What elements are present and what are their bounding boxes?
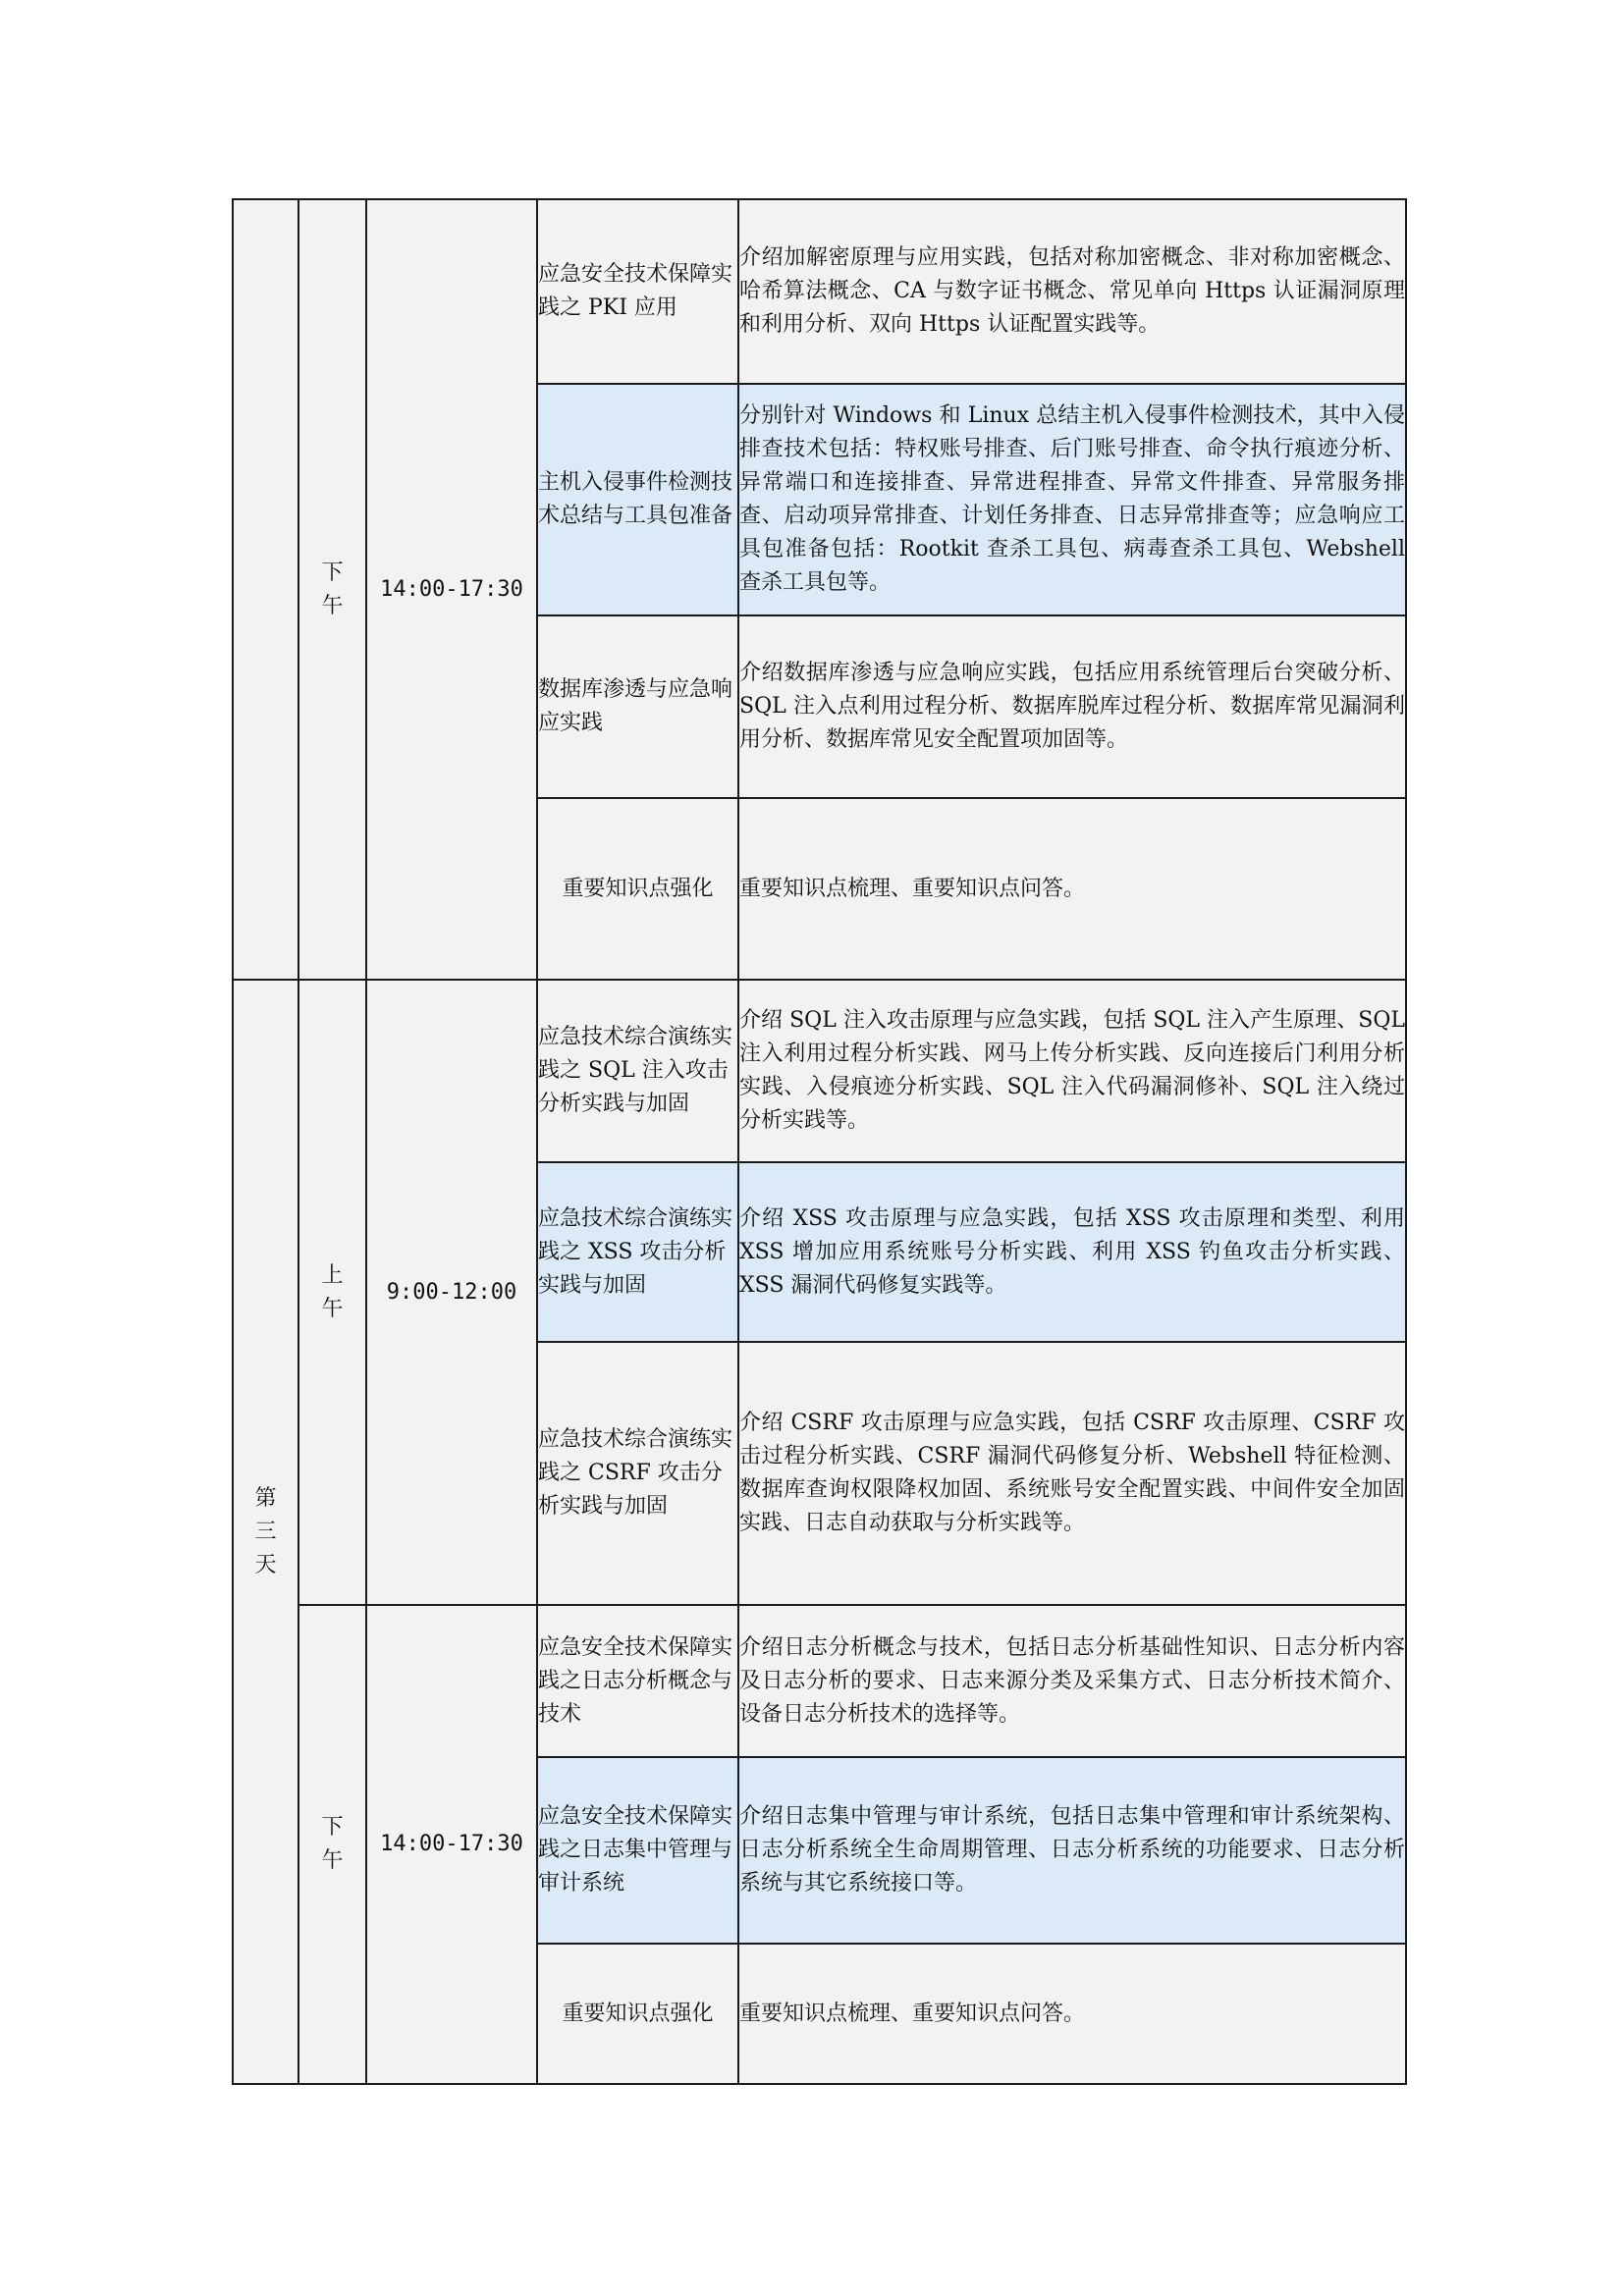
time-cell-afternoon-2: 14:00-17:30 bbox=[366, 1605, 537, 2084]
description-cell: 介绍 CSRF 攻击原理与应急实践，包括 CSRF 攻击原理、CSRF 攻击过程分析实践、CSRF 漏洞代码修复分析、Webshell 特征检测、数据库查询权限降权加固、系统账号安全配置实践、中间件安全加固实践、日志自动获取与分析实践等。 bbox=[738, 1342, 1406, 1605]
topic-cell: 数据库渗透与应急响应实践 bbox=[537, 615, 738, 798]
topic-cell: 应急安全技术保障实践之日志集中管理与审计系统 bbox=[537, 1757, 738, 1944]
schedule-table bbox=[232, 198, 1407, 2085]
description-cell: 介绍数据库渗透与应急响应实践，包括应用系统管理后台突破分析、SQL 注入点利用过程分析、数据库脱库过程分析、数据库常见漏洞利用分析、数据库常见安全配置项加固等。 bbox=[738, 615, 1406, 798]
description-cell: 介绍 XSS 攻击原理与应急实践，包括 XSS 攻击原理和类型、利用 XSS 增加应用系统账号分析实践、利用 XSS 钓鱼攻击分析实践、XSS 漏洞代码修复实践等。 bbox=[738, 1162, 1406, 1342]
topic-cell: 应急技术综合演练实践之 XSS 攻击分析实践与加固 bbox=[537, 1162, 738, 1342]
period-cell-afternoon-2: 下午 bbox=[298, 1605, 366, 2084]
topic-cell: 应急安全技术保障实践之 PKI 应用 bbox=[537, 199, 738, 384]
description-cell: 重要知识点梳理、重要知识点问答。 bbox=[738, 798, 1406, 980]
table-row bbox=[233, 980, 1406, 1162]
time-cell-morning: 9:00-12:00 bbox=[366, 980, 537, 1605]
topic-cell: 主机入侵事件检测技术总结与工具包准备 bbox=[537, 384, 738, 615]
topic-cell: 重要知识点强化 bbox=[537, 798, 738, 980]
description-cell: 重要知识点梳理、重要知识点问答。 bbox=[738, 1944, 1406, 2084]
table-row bbox=[233, 1605, 1406, 1757]
description-cell: 介绍日志分析概念与技术，包括日志分析基础性知识、日志分析内容及日志分析的要求、日志来源分类及采集方式、日志分析技术简介、设备日志分析技术的选择等。 bbox=[738, 1605, 1406, 1757]
topic-cell: 应急技术综合演练实践之 SQL 注入攻击分析实践与加固 bbox=[537, 980, 738, 1162]
topic-cell: 应急技术综合演练实践之 CSRF 攻击分析实践与加固 bbox=[537, 1342, 738, 1605]
period-cell-morning: 上午 bbox=[298, 980, 366, 1605]
topic-cell: 重要知识点强化 bbox=[537, 1944, 738, 2084]
day-cell-day3: 第三天 bbox=[233, 980, 298, 2084]
description-cell: 介绍加解密原理与应用实践，包括对称加密概念、非对称加密概念、哈希算法概念、CA 与数字证书概念、常见单向 Https 认证漏洞原理和利用分析、双向 Https 认证配置实践等。 bbox=[738, 199, 1406, 384]
description-cell: 分别针对 Windows 和 Linux 总结主机入侵事件检测技术，其中入侵排查技术包括：特权账号排查、后门账号排查、命令执行痕迹分析、异常端口和连接排查、异常进程排查、异常文件排查、异常服务排查、启动项异常排查、计划任务排查、日志异常排查等；应急响应工具包准备包括：Rootkit 查杀工具包、病毒查杀工具包、Webshell 查杀工具包等。 bbox=[738, 384, 1406, 615]
period-cell-afternoon-1: 下午 bbox=[298, 199, 366, 980]
topic-cell: 应急安全技术保障实践之日志分析概念与技术 bbox=[537, 1605, 738, 1757]
description-cell: 介绍 SQL 注入攻击原理与应急实践，包括 SQL 注入产生原理、SQL 注入利用过程分析实践、网马上传分析实践、反向连接后门利用分析实践、入侵痕迹分析实践、SQL 注入代码漏洞修补、SQL 注入绕过分析实践等。 bbox=[738, 980, 1406, 1162]
day-cell-prev bbox=[233, 199, 298, 980]
time-cell-afternoon-1: 14:00-17:30 bbox=[366, 199, 537, 980]
description-cell: 介绍日志集中管理与审计系统，包括日志集中管理和审计系统架构、日志分析系统全生命周期管理、日志分析系统的功能要求、日志分析系统与其它系统接口等。 bbox=[738, 1757, 1406, 1944]
table-row bbox=[233, 199, 1406, 384]
